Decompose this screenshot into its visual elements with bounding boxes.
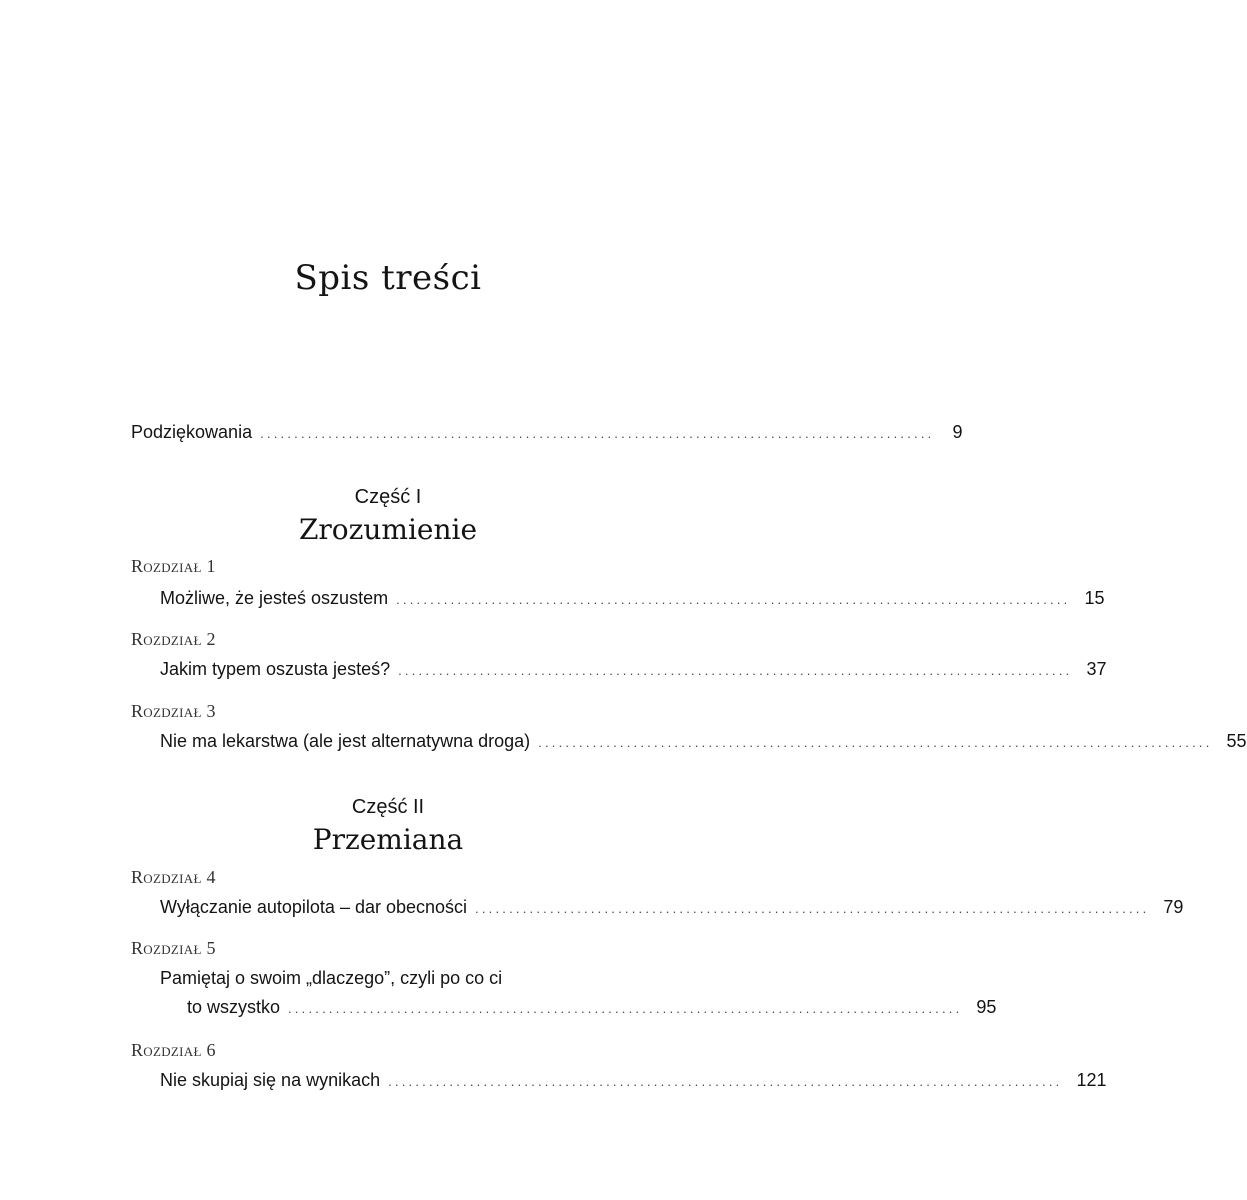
part-label: Część I — [354, 486, 422, 508]
chapter-label: Rozdział 4 — [131, 867, 216, 887]
toc-entry-chapter-5[interactable] — [187, 997, 997, 1018]
toc-entry-acknowledgements[interactable] — [131, 422, 963, 443]
toc-entry-chapter-1[interactable] — [160, 588, 1105, 609]
dot-leader: ................................................................................................... — [288, 1001, 963, 1016]
part-title: Przemiana — [312, 823, 464, 856]
page-number: 9 — [952, 422, 963, 442]
chapter-label: Rozdział 5 — [131, 938, 216, 958]
dot-leader: ................................................................................................... — [388, 1074, 1063, 1089]
part-title: Zrozumienie — [298, 513, 478, 546]
entry-title-line-2: to wszystko — [187, 997, 281, 1017]
page-number: 37 — [1086, 659, 1107, 679]
entry-title: Wyłączanie autopilota – dar obecności — [160, 897, 468, 917]
page-number: 55 — [1226, 731, 1247, 751]
chapter-label: Rozdział 6 — [131, 1040, 216, 1060]
dot-leader: ................................................................................................... — [396, 592, 1071, 607]
toc-entry-chapter-6[interactable] — [160, 1070, 1107, 1091]
entry-title: Jakim typem oszusta jesteś? — [160, 659, 391, 679]
page-number: 121 — [1076, 1070, 1107, 1090]
dot-leader: ................................................................................................... — [260, 426, 935, 441]
chapter-label: Rozdział 2 — [131, 629, 216, 649]
entry-title-line-1[interactable]: Pamiętaj o swoim „dlaczego”, czyli po co ci — [160, 968, 503, 988]
page-number: 79 — [1163, 897, 1184, 917]
page-number: 15 — [1084, 588, 1105, 608]
toc-entry-chapter-4[interactable] — [160, 897, 1184, 918]
dot-leader: ................................................................................................... — [475, 901, 1150, 916]
chapter-label: Rozdział 1 — [131, 556, 216, 576]
dot-leader: ................................................................................................... — [398, 663, 1073, 678]
part-label: Część II — [351, 796, 425, 818]
page-number: 95 — [976, 997, 997, 1017]
toc-entry-chapter-3[interactable] — [160, 731, 1247, 752]
entry-title: Podziękowania — [131, 422, 253, 442]
toc-entry-chapter-2[interactable] — [160, 659, 1107, 680]
entry-title: Możliwe, że jesteś oszustem — [160, 588, 389, 608]
entry-title: Nie skupiaj się na wynikach — [160, 1070, 381, 1090]
entry-title: Nie ma lekarstwa (ale jest alternatywna droga) — [160, 731, 531, 751]
page-title: Spis treści — [294, 258, 482, 298]
dot-leader: ................................................................................................... — [538, 735, 1213, 750]
chapter-label: Rozdział 3 — [131, 701, 216, 721]
